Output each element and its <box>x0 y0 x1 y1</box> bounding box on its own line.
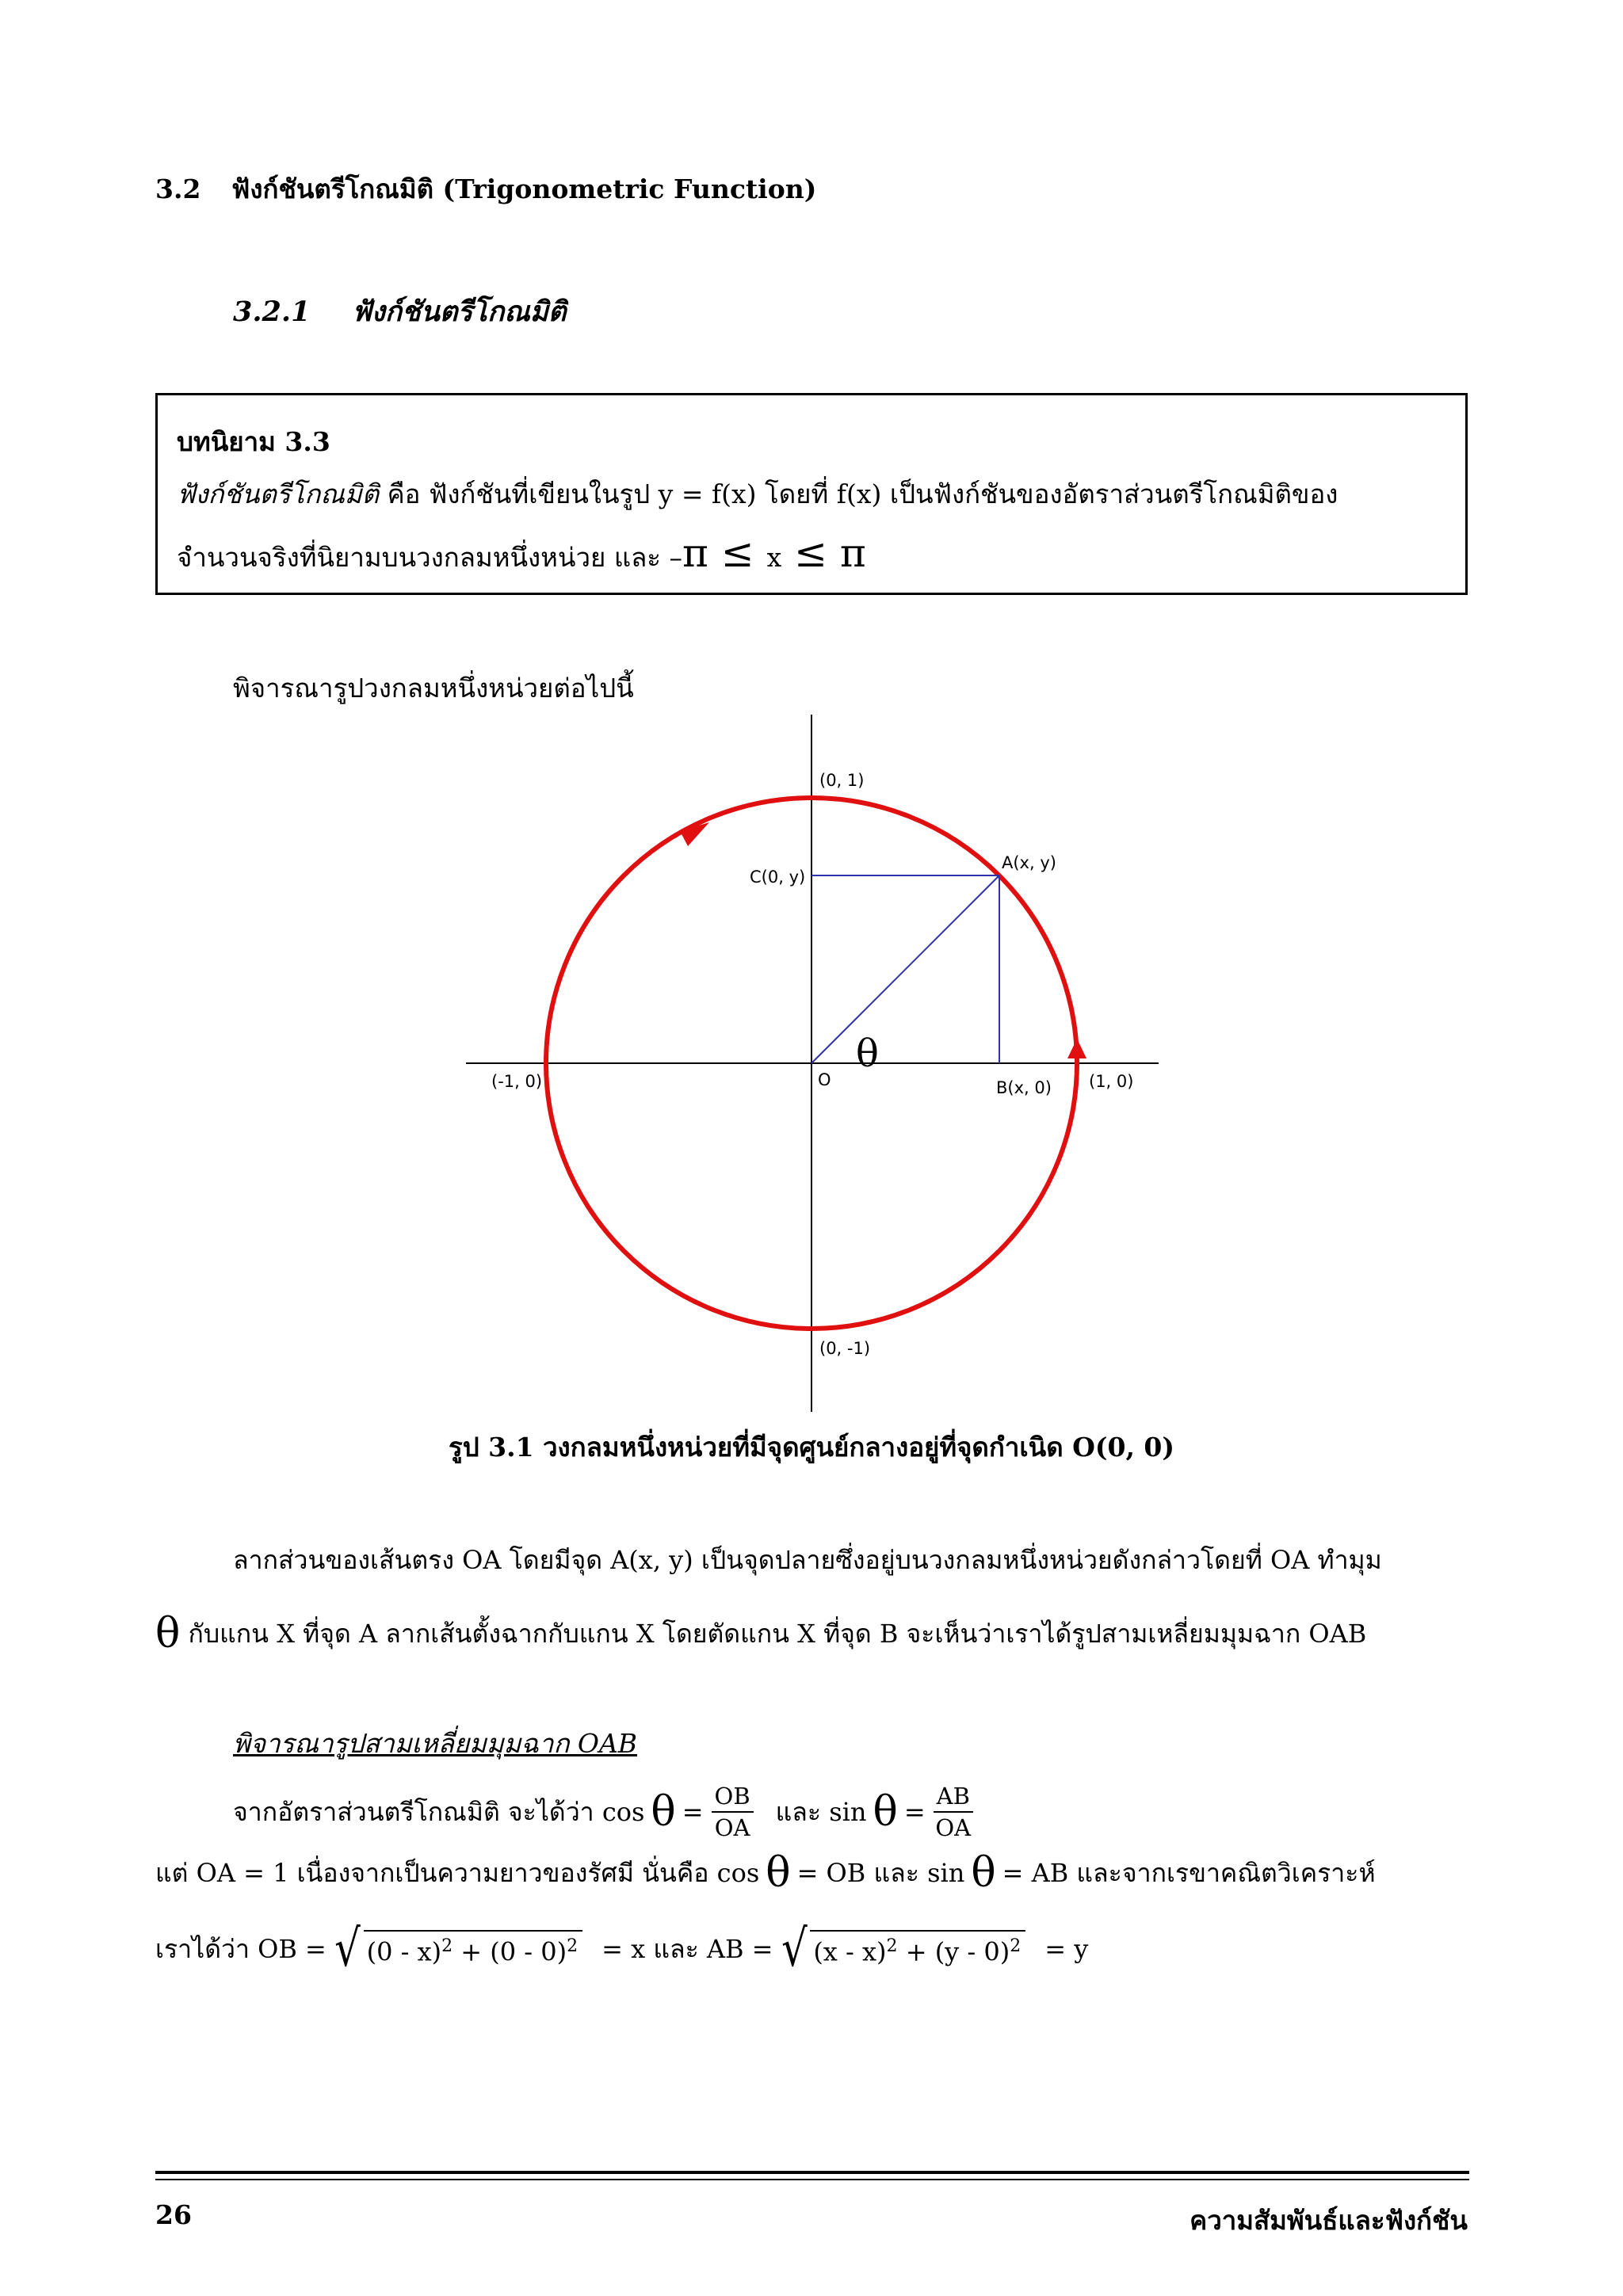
sqrt-icon: √ <box>781 1920 808 1978</box>
ratio-and: และ sin <box>775 1796 867 1827</box>
theta-symbol: θ <box>971 1849 996 1897</box>
figure-caption: รูป 3.1 วงกลมหนึ่งหน่วยที่มีจุดศูนย์กลางอยู่ที่จุดกำเนิด O(0, 0) <box>448 1432 1175 1463</box>
label-origin: O <box>818 1070 831 1089</box>
label-left: (-1, 0) <box>491 1072 543 1091</box>
oa-part-1: แต่ OA = 1 เนื่องจากเป็นความยาวของรัศมี นั่นคือ cos <box>155 1857 760 1888</box>
le-symbol: ≤ <box>781 530 840 576</box>
angle-theta: θ <box>856 1032 879 1076</box>
le-symbol: ≤ <box>708 530 767 576</box>
ratio-line <box>233 1781 981 1843</box>
label-bottom: (0, -1) <box>819 1339 871 1358</box>
definition-line-2-text: จำนวนจริงที่นิยามบนวงกลมหนึ่งหน่วย และ – <box>177 542 683 573</box>
paragraph-line-1: ลากส่วนของเส้นตรง OA โดยมีจุด A(x, y) เป็นจุดปลายซึ่งอยู่บนวงกลมหนึ่งหน่วยดังกล่าวโดยที่ OA ทำมุม <box>233 1545 1382 1575</box>
footer-rule <box>155 2171 1469 2174</box>
ob-suffix: = y <box>1044 1934 1089 1964</box>
section-title: ฟังก์ชันตรีโกณมิติ (Trigonometric Function) <box>231 174 817 204</box>
definition-title: บทนิยาม 3.3 <box>177 426 330 457</box>
sqrt-icon: √ <box>334 1920 361 1978</box>
ratio-prefix: จากอัตราส่วนตรีโกณมิติ จะได้ว่า cos <box>233 1796 645 1827</box>
footer-rule <box>155 2179 1469 2180</box>
oa-line <box>155 1849 1376 1897</box>
label-point-b: B(x, 0) <box>996 1078 1052 1097</box>
consider-text: พิจารณารูปวงกลมหนึ่งหน่วยต่อไปนี้ <box>233 673 634 704</box>
definition-line-1-rest: คือ ฟังก์ชันที่เขียนในรูป y = f(x) โดยที่ f(x) เป็นฟังก์ชันของอัตราส่วนตรีโกณมิติของ <box>379 479 1338 509</box>
ob-prefix: เราได้ว่า OB = <box>155 1933 327 1964</box>
sin-fraction <box>934 1781 973 1843</box>
subsection-number: 3.2.1 <box>233 296 311 328</box>
label-top: (0, 1) <box>819 771 865 790</box>
paragraph-line-2 <box>155 1610 1366 1657</box>
oa-part-3: = AB และจากเรขาคณิตวิเคราะห์ <box>1002 1857 1376 1888</box>
sqrt-ab-body: (x - x)$^2$ + (y - 0)$^2$ <box>810 1930 1025 1973</box>
pi-symbol: π <box>839 530 866 576</box>
label-point-a: A(x, y) <box>1002 853 1056 872</box>
theta-symbol: θ <box>766 1849 791 1897</box>
cos-fraction <box>712 1781 754 1843</box>
equals-sign: = <box>903 1797 926 1827</box>
ob-mid: = x และ AB = <box>601 1933 773 1964</box>
pi-symbol: π <box>682 530 708 576</box>
start-arrow-icon <box>1067 1039 1086 1058</box>
theta-symbol: θ <box>651 1788 676 1836</box>
theta-symbol: θ <box>873 1788 898 1836</box>
page-number: 26 <box>155 2199 192 2230</box>
paragraph-line-2-text: กับแกน X ที่จุด A ลากเส้นตั้งฉากกับแกน X โดยตัดแกน X ที่จุด B จะเห็นว่าเราได้รูปสามเหลี่ยมมุมฉาก OAB <box>180 1619 1367 1649</box>
cos-denominator: OA <box>714 1814 750 1841</box>
sin-numerator: AB <box>934 1781 973 1813</box>
sqrt-ob-body: (0 - x)$^2$ + (0 - 0)$^2$ <box>364 1930 583 1973</box>
sqrt-ab <box>778 1920 1026 1978</box>
cos-numerator: OB <box>712 1781 754 1813</box>
definition-term: ฟังก์ชันตรีโกณมิติ <box>177 479 380 509</box>
equals-sign: = <box>682 1797 704 1827</box>
sin-denominator: OA <box>935 1814 972 1841</box>
label-point-c: C(0, y) <box>750 868 806 887</box>
section-number: 3.2 <box>155 174 201 204</box>
oa-part-2: = OB และ sin <box>796 1857 965 1888</box>
segment-oa <box>812 875 999 1063</box>
subsection-title: ฟังก์ชันตรีโกณมิติ <box>352 296 567 328</box>
theta-symbol: θ <box>155 1610 181 1657</box>
label-right: (1, 0) <box>1089 1072 1134 1091</box>
book-title: ความสัมพันธ์และฟังก์ชัน <box>1190 2205 1468 2236</box>
sqrt-ob <box>331 1920 582 1978</box>
triangle-heading: พิจารณารูปสามเหลี่ยมมุมฉาก OAB <box>233 1728 638 1759</box>
x-variable: x <box>766 542 782 573</box>
ob-line <box>155 1920 1089 1978</box>
